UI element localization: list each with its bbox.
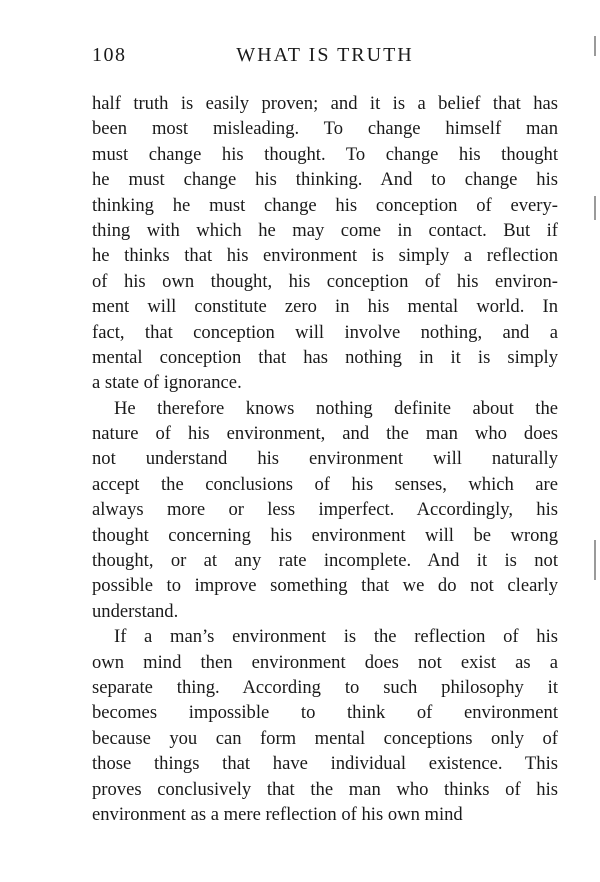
scan-edge-mark <box>594 540 596 580</box>
paragraph <box>92 396 558 625</box>
text-line: own mind then environment does not exist as a <box>92 651 558 673</box>
text-line: those things that have individual existence. This <box>92 753 558 775</box>
text-line: possible to improve something that we do not clearly <box>92 575 558 597</box>
paragraph <box>92 624 558 827</box>
text-line: understand. <box>92 600 179 622</box>
body-text <box>92 91 558 827</box>
text-line: must change his thought. To change his thought <box>92 143 558 165</box>
text-line: thought concerning his environment will be wrong <box>92 524 558 546</box>
text-line: thing with which he may come in contact. But if <box>92 219 558 241</box>
running-title: WHAT IS TRUTH <box>236 44 414 66</box>
text-line: becomes impossible to think of environment <box>92 702 558 724</box>
text-line: separate thing. According to such philosophy it <box>92 676 558 698</box>
text-line: always more or less imperfect. Accordingly, his <box>92 499 558 521</box>
page-header <box>92 44 558 74</box>
scan-edge-mark <box>594 36 596 56</box>
text-line: because you can form mental conceptions only of <box>92 727 558 749</box>
text-line: If a man’s environment is the reflection of his <box>114 626 558 648</box>
text-line: a state of ignorance. <box>92 372 242 394</box>
text-line: fact, that conception will involve nothing, and a <box>92 321 558 343</box>
scan-edge-mark <box>594 196 596 220</box>
text-line: he must change his thinking. And to change his <box>92 169 558 191</box>
text-line: environment as a mere reflection of his own mind <box>92 803 463 825</box>
page-number: 108 <box>92 44 127 66</box>
text-line: proves conclusively that the man who thinks of his <box>92 778 558 800</box>
text-line: half truth is easily proven; and it is a belief that has <box>92 93 558 114</box>
text-line: not understand his environment will naturally <box>92 448 558 470</box>
text-line: he thinks that his environment is simply a reflection <box>92 245 558 267</box>
text-line: thought, or at any rate incomplete. And it is not <box>92 550 558 572</box>
text-line: accept the conclusions of his senses, which are <box>92 473 558 495</box>
text-line: been most misleading. To change himself man <box>92 118 558 140</box>
text-line: nature of his environment, and the man who does <box>92 423 558 445</box>
text-line: of his own thought, his conception of his environ- <box>92 270 558 292</box>
text-line: He therefore knows nothing definite about the <box>114 397 558 419</box>
text-line: thinking he must change his conception of every- <box>92 194 558 216</box>
text-line: ment will constitute zero in his mental world. In <box>92 296 558 318</box>
paragraph <box>92 91 558 396</box>
text-line: mental conception that has nothing in it is simply <box>92 346 558 368</box>
